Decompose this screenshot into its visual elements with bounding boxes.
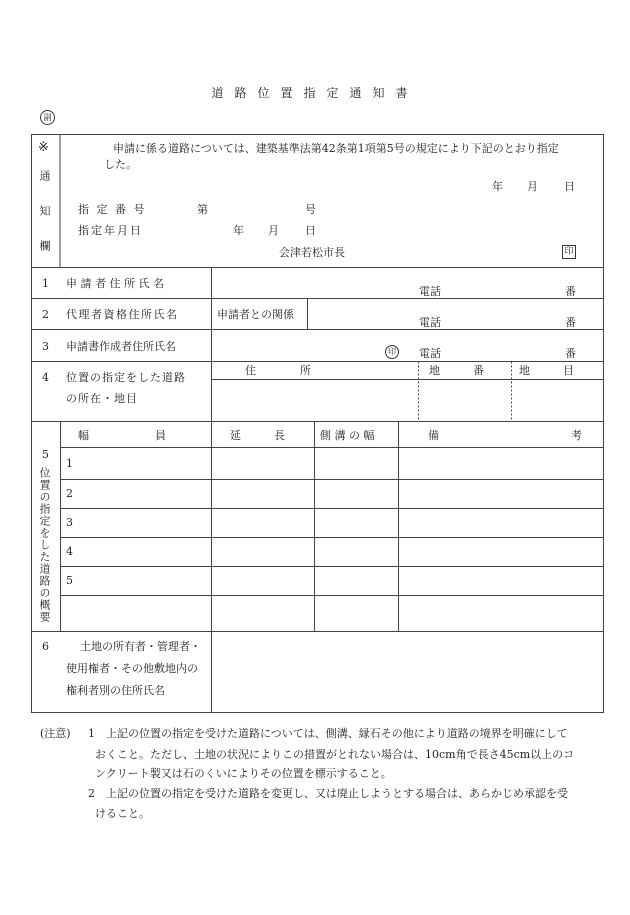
preparer-phone-suffix: 番 [565,347,576,360]
note2-number: 2 [88,787,95,800]
owners-label-line1: 土地の所有者・管理者・ [80,640,201,653]
owners-label-line2: 使用権者・その他敷地内の [66,662,198,675]
summary-row-number: 4 [66,545,73,558]
agent-phone-suffix: 番 [565,316,576,329]
designation-date-day: 日 [305,224,316,237]
agent-phone-label: 電話 [419,316,441,329]
summary-col-width: 幅 員 [78,429,166,442]
document-title: 道路位置指定通知書 [211,86,419,100]
note1-number: 1 [88,727,95,740]
location-label-line2: の所在・地目 [66,392,138,405]
preparer-seal: 印 [385,345,399,359]
notice-statement-line2: した。 [104,158,137,171]
notice-column-label: 通知欄 [38,170,51,275]
applicant-phone-suffix: 番 [565,285,576,298]
summary-row-number: 1 [66,457,73,470]
copy-mark-stamp: 副 [40,110,55,125]
designation-number-suffix: 号 [305,203,316,216]
row2-number: 2 [42,308,49,321]
designation-date-year: 年 [233,224,244,237]
note1-line3: ンクリート製又は石のくいによりその位置を標示すること。 [95,767,392,780]
applicant-phone-label: 電話 [419,285,441,298]
preparer-phone-label: 電話 [419,347,441,360]
notice-date-day: 日 [564,180,575,193]
row6-number: 6 [42,640,49,653]
note1-line2: おくこと。ただし、土地の状況によりこの措置がとれない場合は、10cm角で長さ45cm以上のコ [95,748,575,761]
summary-row-number: 2 [66,487,73,500]
notice-date-month: 月 [527,180,538,193]
summary-section-label: 位置の指定をした道路の概要 [38,467,51,623]
location-col-category: 地 目 [519,364,574,377]
row4-number: 4 [42,371,49,384]
issuer-seal: 印 [562,245,576,259]
note1-line1: 上記の位置の指定を受けた道路については、側溝、縁石その他により道路の境界を明確にして [106,727,568,740]
issuer-name: 会津若松市長 [279,246,345,259]
relationship-label: 申請者との関係 [217,308,294,321]
designation-date-label: 指定年月日 [78,224,143,237]
row1-number: 1 [42,277,49,290]
summary-col-length: 延 長 [230,429,285,442]
note2-line2: けること。 [95,807,150,820]
designation-number-prefix: 第 [197,203,208,216]
location-label-line1: 位置の指定をした道路 [66,371,186,384]
row5-number: 5 [42,448,49,461]
location-col-address: 住 所 [245,364,311,377]
summary-row-number: 5 [66,574,73,587]
summary-col-remarks: 備 考 [428,429,582,442]
summary-col-gutter: 側 溝 の 幅 [320,429,375,442]
summary-row-number: 3 [66,516,73,529]
notes-heading: (注意) [40,727,71,740]
notice-statement-line1: 申請に係る道路については、建築基準法第42条第1項第5号の規定により下記のとおり指定 [113,142,559,155]
agent-label: 代理者資格住所氏名 [66,308,179,321]
applicant-label: 申 請 者 住 所 氏 名 [66,277,164,290]
row3-number: 3 [42,340,49,353]
notice-date-year: 年 [492,180,503,193]
note2-line1: 上記の位置の指定を受けた道路を変更し、又は廃止しようとする場合は、あらかじめ承認を受 [106,787,568,800]
preparer-label: 申請書作成者住所氏名 [66,340,176,353]
designation-date-month: 月 [268,224,279,237]
designation-number-label: 指 定 番 号 [78,203,147,216]
location-col-lot: 地 番 [429,364,484,377]
owners-label-line3: 権利者別の住所氏名 [66,684,165,697]
notice-marker: ※ [38,140,49,155]
